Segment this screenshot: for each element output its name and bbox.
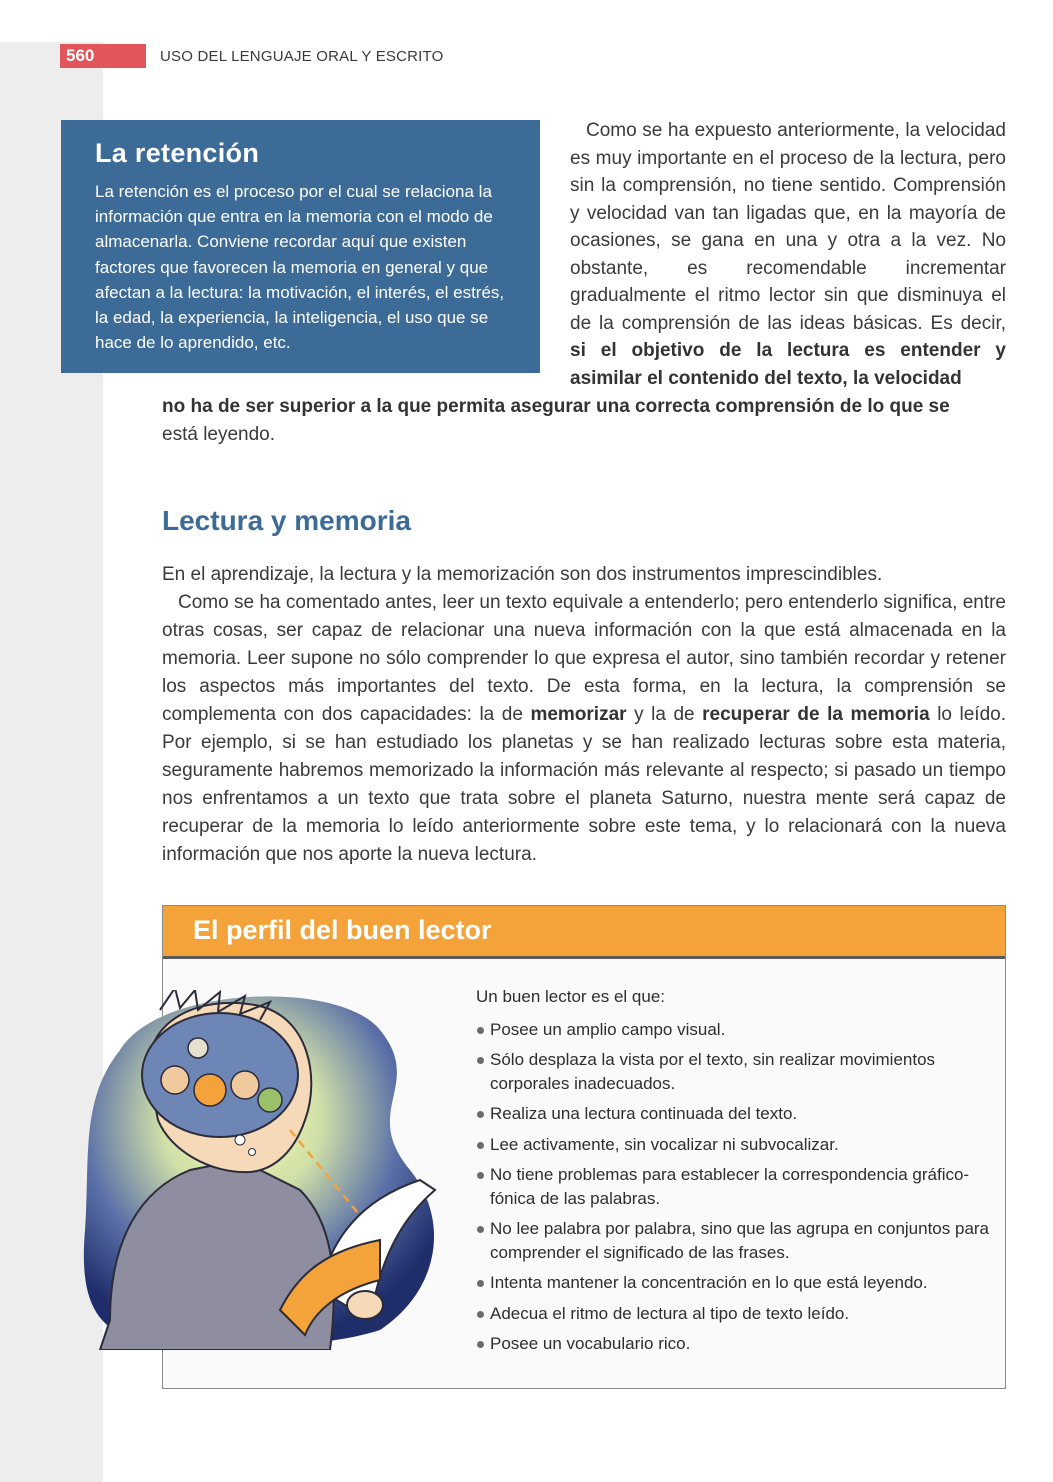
list-item: Intenta mantener la concentración en lo que está leyendo. xyxy=(476,1271,996,1295)
list-item: Posee un amplio campo visual. xyxy=(476,1018,996,1042)
section-paragraph-1: En el aprendizaje, la lectura y la memorización son dos instrumentos imprescindibles. xyxy=(162,564,883,585)
list-item: No lee palabra por palabra, sino que las agrupa en conjuntos para comprender el significado de las frases. xyxy=(476,1217,996,1264)
intro-continuation xyxy=(162,393,1006,449)
sidebar-box-retencion xyxy=(61,120,540,373)
reader-illustration-icon xyxy=(80,990,440,1350)
list-item: Realiza una lectura continuada del texto. xyxy=(476,1102,996,1126)
p2-bold-memorizar: memorizar xyxy=(530,704,627,725)
section-paragraph-2 xyxy=(162,589,1006,869)
section-title: Lectura y memoria xyxy=(162,505,411,536)
list-item: No tiene problemas para establecer la correspondencia gráfico-fónica de las palabras. xyxy=(476,1163,996,1210)
p2-bold-recuperar: recuperar de la memoria xyxy=(702,704,930,725)
intro-paragraph xyxy=(570,117,1006,392)
list-intro: Un buen lector es el que: xyxy=(476,987,666,1006)
buen-lector-list xyxy=(476,985,996,1363)
section-body xyxy=(162,561,1006,869)
sidebar-title: La retención xyxy=(95,138,260,168)
box-title: El perfil del buen lector xyxy=(193,915,492,945)
intro-tail: está leyendo. xyxy=(162,424,276,445)
list-item: Sólo desplaza la vista por el texto, sin realizar movimientos corporales inadecuados. xyxy=(476,1048,996,1095)
intro-text: Como se ha expuesto anteriormente, la velocidad es muy importante en el proceso de la lectura, pero sin la comprensión, no tiene sentido. Comprensión y velocidad van tan ligadas que, en la mayoría de ocasiones, se gana en una y otra a la vez. No obstante, es recomendable incrementar gradualmente el ritmo lector sin que disminuya el de la comprensión de las ideas básicas. Es decir, xyxy=(570,120,1006,334)
list-item: Adecua el ritmo de lectura al tipo de texto leído. xyxy=(476,1302,996,1326)
intro-bold-text: si el objetivo de la lectura es entender y asimilar el contenido del texto, la velocidad xyxy=(570,340,1006,389)
p2-text-mid: y la de xyxy=(626,704,703,725)
p2-text-b: lo leído. Por ejemplo, si se han estudiado los planetas y se han realizado lecturas sobre esta materia, seguramente habremos memorizado la información más relevante al respecto; si pasado un tiempo nos enfrentamos a un texto que trata sobre el planeta Saturno, nuestra mente será capaz de recuperar de la memoria lo leído anteriormente sobre este tema, y lo relacionará con la nueva información que nos aporte la nueva lectura. xyxy=(162,704,1007,865)
sidebar-text: La retención es el proceso por el cual se relaciona la información que entra en la memoria con el modo de almacenarla. Conviene recordar aquí que existen factores que favorecen la memoria en general y que afectan a la lectura: la motivación, el interés, el estrés, la edad, la experiencia, la inteligencia, el uso que se hace de lo aprendido, etc. xyxy=(95,182,505,353)
p2-text-a: Como se ha comentado antes, leer un texto equivale a entenderlo; pero entenderlo significa, entre otras cosas, ser capaz de relacionar una nueva información con la que está almacenada en la memoria. Leer supone no sólo comprender lo que expresa el autor, sino también recordar y retener los aspectos más importantes del texto. De esta forma, en la lectura, la comprensión se complementa con dos capacidades: la de xyxy=(162,592,1006,725)
page-number: 560 xyxy=(60,44,146,68)
list-item: Lee activamente, sin vocalizar ni subvocalizar. xyxy=(476,1133,996,1157)
list-item: Posee un vocabulario rico. xyxy=(476,1332,996,1356)
intro-bold-continued: no ha de ser superior a la que permita asegurar una correcta comprensión de lo que se xyxy=(162,396,950,417)
running-head: USO DEL LENGUAJE ORAL Y ESCRITO xyxy=(160,48,444,65)
box-header xyxy=(163,906,1005,959)
bullet-list xyxy=(476,1018,996,1356)
